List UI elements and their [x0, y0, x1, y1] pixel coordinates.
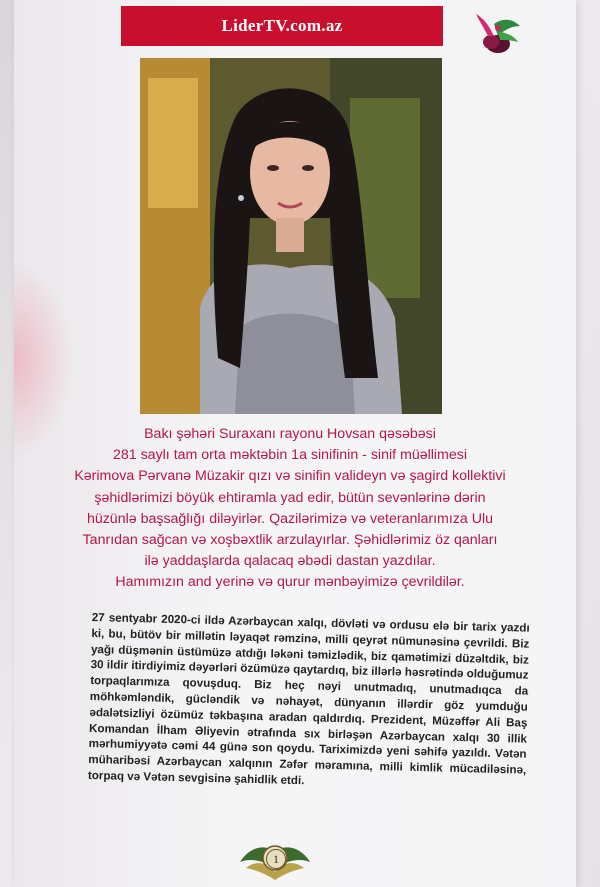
intro-line: 281 saylı tam orta məktəbin 1a sinifinin - sinif müəllimesi [112, 447, 468, 464]
intro-line: Kərimova Pərvanə Müzakir qızı və sinifin valideyn və şagird kollektivi [74, 468, 506, 485]
hummingbird-logo-icon [468, 6, 524, 58]
intro-line: Tanrıdan sağcan və xoşbəxtlik arzulayırlar. Şəhidlərimiz öz qanları [82, 532, 498, 549]
site-banner [121, 6, 443, 46]
page-number: 1 [266, 849, 286, 869]
intro-line: şəhidlərimizi böyük ehtiramla yad edir, bütün sevənlərinə dərin [94, 489, 486, 506]
intro-line: Bakı şəhəri Suraxanı rayonu Hovsan qəsəbəsi [144, 426, 436, 442]
body-paragraph: 27 sentyabr 2020-ci ildə Azərbaycan xalqı, dövləti və ordusu elə bir tarix yazdı ki, bu, bütöv bir millətin ləyaqət rəmzinə, milli qeyrət nümunəsinə çevrildi. Biz yağı düşmənin üstümüzə atdığı ləkəni təmizlədik, biz qamətimizi düzəltdik, biz 30 ildir itirdiyimiz dəyərləri özümüzə qaytardıq, biz illərlə həsrətində olduğumuz torpaqlarımıza qovuşduq. Biz heç nəyi unutmadıq, unutmadıqca da möhkəmləndik, gücləndik və nəhayət, dünyanın illərdir göz yumduğu ədalətsizliyi özümüz təkbaşına aradan qaldırdıq. Prezident, Müzəffər Ali Baş Komandan İlham Əliyevin ətrafında sıx birləşən Azərbaycan xalqı 30 illik mərhumiyyətə cəmi 44 günə son qoydu. Tariximizdə yeni səhifə yazıldı. Vətən müharibəsi Azərbaycan xalqının Zəfər məramına, milli kimlik mücadiləsinə, torpaq və Vətən sevgisinə şahidlik etdi. [87, 610, 530, 788]
portrait-illustration [140, 58, 442, 414]
dedication-text [60, 424, 520, 594]
portrait-photo [140, 58, 442, 414]
intro-line: ilə yaddaşlarda qalacaq əbədi dastan yazdılar. [144, 553, 436, 570]
intro-line: Hamımızın and yerinə və qurur mənbəyimizə çevrildilər. [115, 574, 465, 591]
intro-line: hüzünlə başsağlığı diləyirlər. Qazilərimizə və veteranlarımıza Ulu [86, 510, 494, 527]
site-name: LiderTV.com.az [221, 16, 343, 35]
